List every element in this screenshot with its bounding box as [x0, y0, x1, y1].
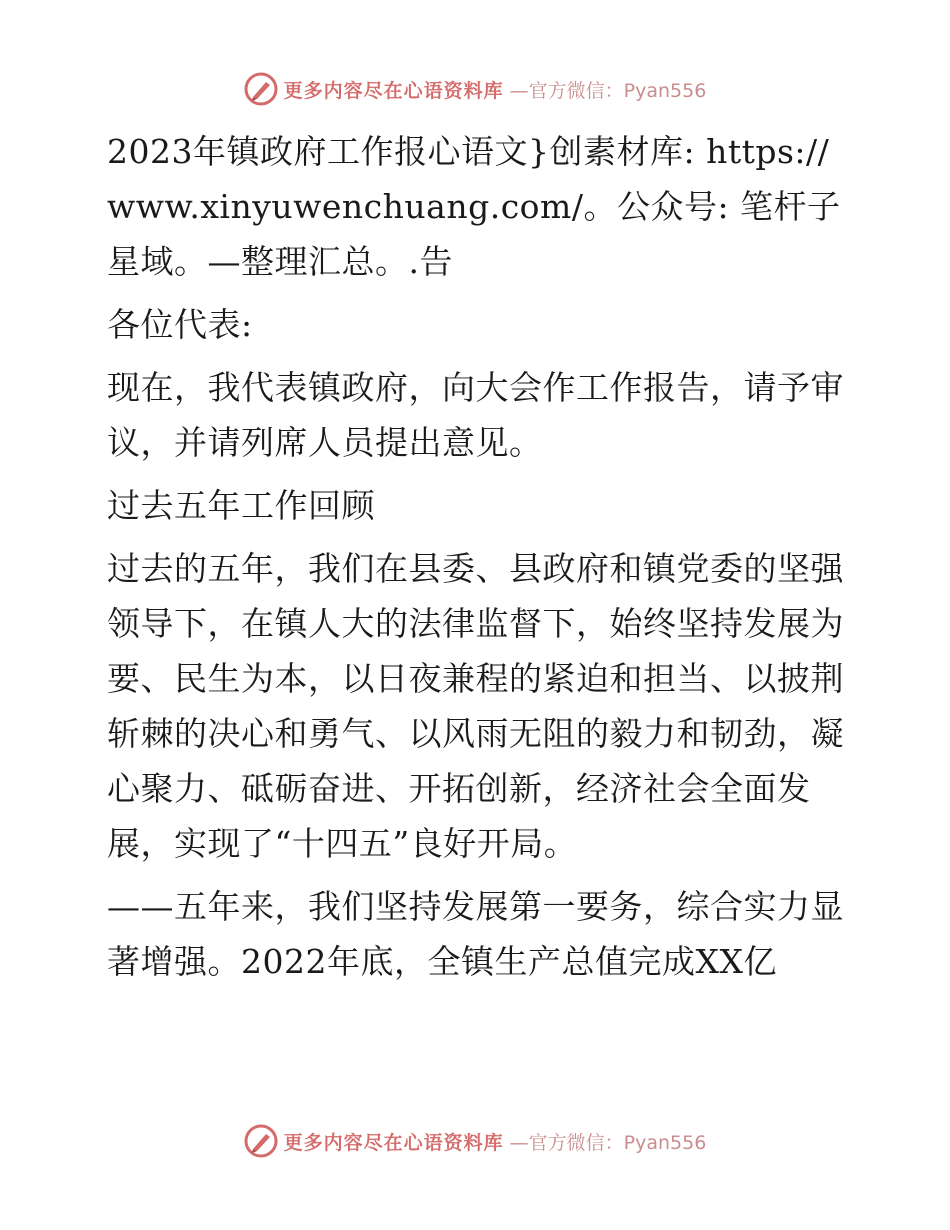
document-title: 2023年镇政府工作报心语文}创素材库: https://www.xinyuwenchuang.com/。公众号: 笔杆子星域。—整理汇总。.告: [107, 132, 841, 281]
watermark-banner-bottom: [0, 1124, 950, 1158]
paragraph-3: ——五年来，我们坚持发展第一要务，综合实力显著增强。2022年底，全镇生产总值完成XX亿: [107, 887, 844, 981]
salutation: 各位代表:: [107, 305, 253, 344]
watermark-sub-text: —官方微信：Pyan556: [509, 79, 707, 102]
watermark-banner-top: [0, 72, 950, 106]
watermark-main-text: 更多内容尽在心语资料库: [283, 1131, 504, 1154]
pen-logo-icon: [244, 1124, 278, 1158]
watermark-sub-text: —官方微信：Pyan556: [509, 1131, 707, 1154]
paragraph-1: 现在，我代表镇政府，向大会作工作报告，请予审议，并请列席人员提出意见。: [107, 368, 844, 462]
section-heading: 过去五年工作回顾: [107, 486, 375, 525]
document-body: [97, 124, 857, 989]
pen-logo-icon: [244, 72, 278, 106]
paragraph-2: 过去的五年，我们在县委、县政府和镇党委的坚强领导下，在镇人大的法律监督下，始终坚持发展为要、民生为本，以日夜兼程的紧迫和担当、以披荆斩棘的决心和勇气、以风雨无阻的毅力和韧劲，凝心聚力、砥砺奋进、开拓创新，经济社会全面发展，实现了“十四五”良好开局。: [107, 549, 844, 863]
watermark-main-text: 更多内容尽在心语资料库: [283, 79, 504, 102]
